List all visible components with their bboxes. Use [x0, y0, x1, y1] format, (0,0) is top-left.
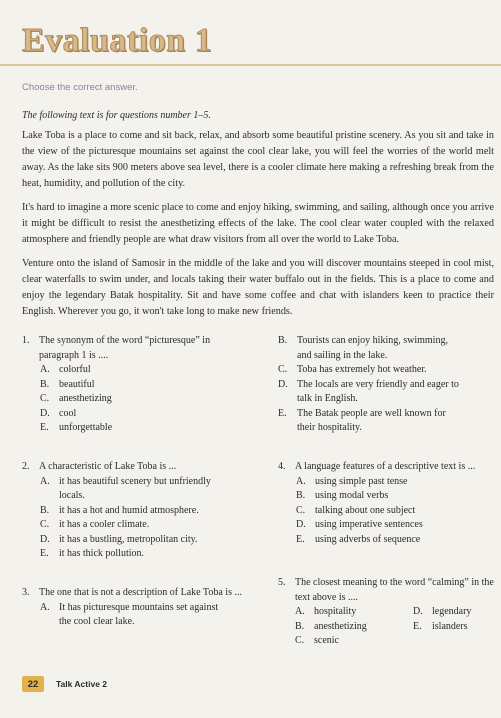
option-text: it has a cooler climate. [59, 519, 150, 530]
question-4 [278, 460, 496, 547]
option-text: using modal verbs [315, 490, 389, 501]
question-stem: A characteristic of Lake Toba is ... [39, 461, 177, 472]
option[interactable] [22, 392, 247, 407]
option-text: hospitality [314, 606, 357, 617]
option-letter: E. [413, 620, 422, 632]
option-letter: B. [40, 504, 50, 516]
option-text: anesthetizing [59, 393, 112, 404]
question-stem: The one that is not a description of Lake Toba is ... [39, 587, 242, 598]
question-3 [22, 586, 247, 630]
option-letter: C. [278, 364, 288, 375]
option-text: Toba has extremely hot weather. [297, 364, 427, 375]
option[interactable] [22, 475, 247, 490]
option-letter: D. [413, 606, 423, 617]
option-letter: A. [296, 475, 306, 487]
option-letter: C. [40, 393, 50, 404]
option-letter: B. [296, 490, 306, 501]
option-continuation: talk in English. [297, 393, 358, 404]
option-text: it has thick pollution. [59, 548, 144, 559]
option-text: using simple past tense [315, 475, 408, 487]
page-footer [22, 676, 107, 692]
question-stem: The synonym of the word “picturesque” in paragraph 1 is .... [39, 335, 211, 361]
option[interactable] [278, 378, 496, 393]
option-letter: A. [295, 606, 305, 617]
option[interactable] [295, 620, 413, 635]
option-continuation: the cool clear lake. [59, 616, 135, 627]
option-letter: D. [296, 519, 306, 530]
question-number: 5. [278, 577, 286, 588]
option-letter: C. [40, 519, 50, 530]
option-letter: A. [40, 475, 50, 487]
option[interactable] [278, 407, 496, 422]
option-text: using adverbs of sequence [315, 533, 421, 545]
question-number: 2. [22, 461, 30, 472]
option-text: it has a hot and humid atmosphere. [59, 504, 199, 516]
option-continuation: their hospitality. [297, 422, 362, 433]
option-text: Tourists can enjoy hiking, swimming, [297, 335, 448, 346]
option[interactable] [278, 334, 496, 349]
instruction: Choose the correct answer. [22, 82, 138, 93]
option-text: scenic [314, 635, 339, 646]
option-continuation: and sailing in the lake. [297, 349, 388, 361]
option-text: islanders [432, 620, 468, 632]
option-continuation: locals. [59, 490, 85, 501]
option-letter: A. [40, 601, 50, 613]
page-title: Evaluation 1 [22, 22, 213, 59]
option-text: talking about one subject [315, 504, 416, 516]
option[interactable] [22, 407, 247, 422]
option-letter: E. [296, 533, 305, 545]
option-letter: A. [40, 364, 50, 375]
option-letter: E. [40, 422, 49, 433]
option-letter: B. [295, 620, 305, 632]
book-title: Talk Active 2 [56, 679, 108, 689]
question-2 [22, 460, 247, 562]
option-text: unforgettable [59, 422, 113, 433]
option-letter: D. [40, 533, 50, 545]
option-letter: B. [40, 378, 50, 390]
option[interactable] [22, 547, 247, 562]
option[interactable] [22, 421, 247, 436]
option[interactable] [22, 363, 247, 378]
reading-passage [22, 128, 494, 328]
option[interactable] [413, 605, 501, 620]
option[interactable] [413, 620, 501, 635]
question-3-continued [278, 334, 496, 436]
option-text: it has beautiful scenery but unfriendly [59, 475, 211, 487]
option-letter: B. [278, 335, 288, 346]
passage-intro: The following text is for questions number 1–5. [22, 110, 211, 121]
option[interactable] [22, 378, 247, 393]
question-number: 1. [22, 335, 30, 346]
option-letter: C. [296, 504, 306, 516]
option-text: legendary [432, 606, 472, 617]
option[interactable] [278, 504, 496, 519]
option-letter: D. [278, 378, 288, 390]
title-divider [0, 64, 501, 66]
option-letter: E. [40, 548, 49, 559]
option[interactable] [278, 518, 496, 533]
option[interactable] [278, 489, 496, 504]
option[interactable] [278, 475, 496, 490]
option[interactable] [278, 533, 496, 548]
option[interactable] [278, 363, 496, 378]
option-letter: C. [295, 635, 305, 646]
option-text: it has a bustling, metropolitan city. [59, 533, 198, 545]
option-text: The locals are very friendly and eager to [297, 378, 459, 390]
option-text: beautiful [59, 378, 95, 390]
question-5 [278, 576, 496, 649]
option-text: colorful [59, 364, 91, 375]
option-text: cool [59, 407, 77, 419]
passage-paragraph-1: Lake Toba is a place to come and sit back, relax, and absorb some beautiful pristine scenery. As you sit and take in the view of the picturesque mountains set against the cool clear lake, you will feel the worries of the world melt away. As the lake sits 900 meters above sea level, there is a cooler climate here making a refreshing break from the heat, humidity, and pollution of the city. [22, 130, 494, 189]
option-text: anesthetizing [314, 620, 367, 632]
option[interactable] [22, 504, 247, 519]
question-1 [22, 334, 247, 436]
question-stem: The closest meaning to the word “calming” in the text above is .... [295, 577, 494, 603]
question-number: 4. [278, 461, 286, 472]
passage-paragraph-2: It's hard to imagine a more scenic place to come and enjoy hiking, swimming, and sailing, although once you arrive it might be difficult to resist the anesthetizing effects of the lake. The cool clear water coupled with the relaxed atmosphere and friendly people are what draw visitors from all over the world to Lake Toba. [22, 202, 494, 245]
passage-paragraph-3: Venture onto the island of Samosir in the middle of the lake and you will discover mountains steeped in cool mist, clear waterfalls to swim under, and locals taking their water buffalo out in the fields. This is a place to come and enjoy the legendary Batak hospitality. Sit and have some coffee and chat with islanders keen to practice their English. Wherever you go, it won't take long to make new friends. [22, 258, 494, 317]
option[interactable] [22, 601, 247, 616]
option-letter: E. [278, 407, 287, 419]
option[interactable] [22, 533, 247, 548]
option[interactable] [295, 605, 413, 620]
option-text: It has picturesque mountains set against [59, 601, 219, 613]
page-number: 22 [22, 676, 44, 692]
option[interactable] [22, 518, 247, 533]
option-text: The Batak people are well known for [297, 407, 446, 419]
option-text: using imperative sentences [315, 519, 423, 530]
question-number: 3. [22, 587, 30, 598]
option[interactable] [295, 634, 413, 649]
question-stem: A language features of a descriptive text is ... [295, 461, 476, 472]
option-letter: D. [40, 407, 50, 419]
